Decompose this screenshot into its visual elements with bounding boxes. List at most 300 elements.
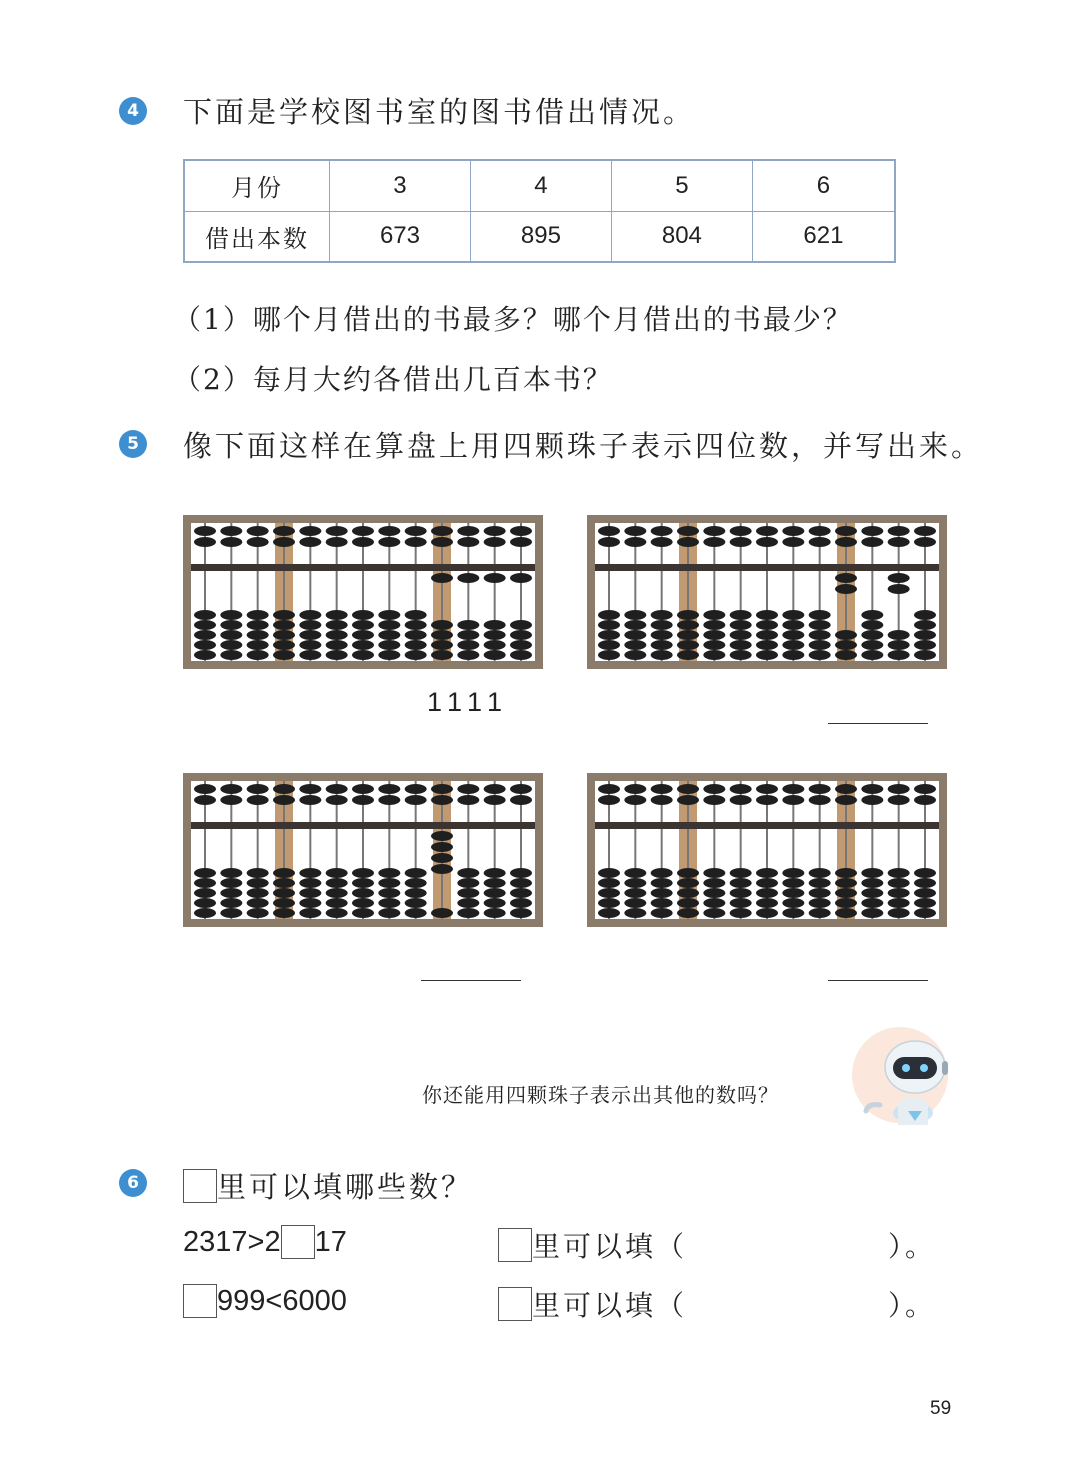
abacus-bead <box>431 864 453 874</box>
abacus-bead <box>651 630 673 640</box>
abacus-bead <box>247 784 269 794</box>
abacus-bead <box>782 610 804 620</box>
abacus-bead <box>378 630 400 640</box>
abacus-bead <box>247 610 269 620</box>
abacus-bead <box>703 537 725 547</box>
abacus-bead <box>484 784 506 794</box>
abacus-bead <box>484 650 506 660</box>
abacus-bead <box>756 795 778 805</box>
abacus-bead <box>756 650 778 660</box>
answer-line-4[interactable] <box>828 980 928 981</box>
abacus-bead <box>352 526 374 536</box>
question-5-prompt: 像下面这样在算盘上用四颗珠子表示四位数，并写出来。 <box>183 429 984 463</box>
abacus-bead <box>247 908 269 918</box>
abacus-bead <box>677 620 699 630</box>
abacus-bead <box>809 868 831 878</box>
abacus-bead <box>299 878 321 888</box>
abacus-bead <box>457 908 479 918</box>
abacus-bead <box>431 908 453 918</box>
abacus-bead <box>431 842 453 852</box>
abacus-bead <box>888 526 910 536</box>
abacus-bead <box>888 868 910 878</box>
abacus-bead <box>914 650 936 660</box>
abacus-bead <box>431 795 453 805</box>
abacus-bead <box>247 537 269 547</box>
abacus-bead <box>405 888 427 898</box>
abacus-3 <box>183 773 543 927</box>
abacus-bead <box>457 650 479 660</box>
abacus-bead <box>405 650 427 660</box>
inequality-2-blank[interactable] <box>183 1284 217 1318</box>
abacus-bead <box>326 537 348 547</box>
abacus-bead <box>782 878 804 888</box>
abacus-bead <box>703 630 725 640</box>
abacus-bead <box>651 526 673 536</box>
month-cell: 4 <box>470 160 611 211</box>
fill-row-1-close: ）。 <box>888 1230 937 1263</box>
abacus-bead <box>730 888 752 898</box>
table-row-months <box>184 160 895 211</box>
abacus-bead <box>299 650 321 660</box>
abacus-bead <box>194 868 216 878</box>
abacus-bead <box>756 898 778 908</box>
abacus-bead <box>888 908 910 918</box>
abacus-bead <box>809 610 831 620</box>
abacus-bead <box>194 620 216 630</box>
abacus-bead <box>861 610 883 620</box>
inequality-1 <box>183 1225 347 1259</box>
abacus-bead <box>378 878 400 888</box>
abacus-bead <box>378 868 400 878</box>
abacus-bead <box>835 537 857 547</box>
abacus-bead <box>914 888 936 898</box>
abacus-bead <box>809 898 831 908</box>
abacus-bead <box>326 878 348 888</box>
abacus-bead <box>405 795 427 805</box>
abacus-bead <box>914 640 936 650</box>
abacus-bead <box>194 888 216 898</box>
abacus-bead <box>299 868 321 878</box>
abacus-bead <box>273 526 295 536</box>
abacus-bead <box>888 573 910 583</box>
table-row-counts <box>184 211 895 262</box>
abacus-bead <box>703 640 725 650</box>
abacus-bead <box>624 640 646 650</box>
fill-answer-2[interactable] <box>660 1284 890 1320</box>
abacus-bead <box>510 888 532 898</box>
row-header-count: 借出本数 <box>184 211 330 262</box>
abacus-bead <box>510 640 532 650</box>
abacus-bead <box>835 868 857 878</box>
abacus-bead <box>624 620 646 630</box>
fill-row-1 <box>498 1225 687 1265</box>
abacus-bead <box>730 640 752 650</box>
abacus-bead <box>405 784 427 794</box>
abacus-bead <box>914 795 936 805</box>
abacus-bead <box>677 868 699 878</box>
abacus-bead <box>782 795 804 805</box>
abacus-bead <box>677 898 699 908</box>
abacus-bead <box>247 898 269 908</box>
abacus-bead <box>730 868 752 878</box>
abacus-bead <box>809 888 831 898</box>
abacus-bead <box>756 610 778 620</box>
abacus-bead <box>756 908 778 918</box>
abacus-beam <box>595 822 939 829</box>
abacus-bead <box>457 784 479 794</box>
abacus-bead <box>598 640 620 650</box>
abacus-bead <box>326 868 348 878</box>
fill-answer-1[interactable] <box>660 1225 890 1261</box>
abacus-bead <box>835 584 857 594</box>
abacus-bead <box>510 795 532 805</box>
abacus-bead <box>677 784 699 794</box>
abacus-bead <box>651 537 673 547</box>
abacus-bead <box>598 650 620 660</box>
abacus-bead <box>194 898 216 908</box>
abacus-bead <box>888 584 910 594</box>
abacus-bead <box>220 868 242 878</box>
abacus-bead <box>756 888 778 898</box>
abacus-bead <box>273 610 295 620</box>
abacus-bead <box>273 620 295 630</box>
abacus-bead <box>352 630 374 640</box>
abacus-bead <box>326 908 348 918</box>
abacus-bead <box>914 630 936 640</box>
abacus-bead <box>352 868 374 878</box>
abacus-bead <box>510 650 532 660</box>
abacus-bead <box>835 888 857 898</box>
abacus-bead <box>299 888 321 898</box>
abacus-bead <box>677 630 699 640</box>
abacus-bead <box>730 630 752 640</box>
abacus-bead <box>861 868 883 878</box>
abacus-bead <box>510 908 532 918</box>
empty-box-icon <box>498 1228 532 1262</box>
abacus-bead <box>299 630 321 640</box>
abacus-bead <box>677 888 699 898</box>
abacus-bead <box>299 898 321 908</box>
abacus-bead <box>624 630 646 640</box>
abacus-bead <box>677 878 699 888</box>
abacus-bead <box>914 908 936 918</box>
abacus-bead <box>624 795 646 805</box>
abacus-bead <box>457 795 479 805</box>
abacus-beam <box>595 564 939 571</box>
abacus-bead <box>861 888 883 898</box>
abacus-bead <box>835 650 857 660</box>
abacus-bead <box>914 878 936 888</box>
month-cell: 5 <box>611 160 752 211</box>
abacus-bead <box>405 526 427 536</box>
abacus-bead <box>352 795 374 805</box>
abacus-bead <box>730 526 752 536</box>
abacus-bead <box>220 888 242 898</box>
abacus-bead <box>598 868 620 878</box>
abacus-bead <box>677 640 699 650</box>
abacus-bead <box>809 908 831 918</box>
abacus-bead <box>756 868 778 878</box>
abacus-bead <box>888 784 910 794</box>
abacus-bead <box>326 610 348 620</box>
abacus-bead <box>782 537 804 547</box>
abacus-bead <box>484 620 506 630</box>
abacus-bead <box>782 868 804 878</box>
abacus-bead <box>835 878 857 888</box>
count-cell: 895 <box>470 211 611 262</box>
abacus-bead <box>457 620 479 630</box>
abacus-bead <box>809 640 831 650</box>
abacus-bead <box>730 908 752 918</box>
abacus-bead <box>431 620 453 630</box>
abacus-1 <box>183 515 543 669</box>
abacus-bead <box>624 908 646 918</box>
abacus-bead <box>598 610 620 620</box>
abacus-bead <box>861 640 883 650</box>
abacus-bead <box>756 640 778 650</box>
abacus-bead <box>730 898 752 908</box>
abacus-bead <box>861 650 883 660</box>
abacus-bead <box>624 878 646 888</box>
abacus-bead <box>598 878 620 888</box>
abacus-bead <box>194 630 216 640</box>
abacus-bead <box>703 888 725 898</box>
abacus-4 <box>587 773 947 927</box>
abacus-bead <box>247 795 269 805</box>
abacus-bead <box>247 650 269 660</box>
question-5-badge: 5 <box>119 430 147 458</box>
abacus-bead <box>220 650 242 660</box>
abacus-bead <box>730 610 752 620</box>
abacus-bead <box>651 878 673 888</box>
abacus-bead <box>326 888 348 898</box>
abacus-bead <box>598 537 620 547</box>
abacus-bead <box>273 795 295 805</box>
abacus-bead <box>914 610 936 620</box>
abacus-bead <box>598 620 620 630</box>
abacus-bead <box>431 537 453 547</box>
abacus-bead <box>299 526 321 536</box>
abacus-bead <box>431 640 453 650</box>
abacus-bead <box>352 640 374 650</box>
abacus-bead <box>861 908 883 918</box>
abacus-bead <box>405 537 427 547</box>
abacus-bead <box>677 526 699 536</box>
abacus-bead <box>431 784 453 794</box>
abacus-bead <box>510 878 532 888</box>
abacus-bead <box>782 784 804 794</box>
abacus-bead <box>457 630 479 640</box>
abacus-bead <box>782 898 804 908</box>
abacus-bead <box>273 878 295 888</box>
abacus-bead <box>484 630 506 640</box>
month-cell: 3 <box>330 160 471 211</box>
abacus-bead <box>651 868 673 878</box>
abacus-bead <box>299 610 321 620</box>
abacus-bead <box>598 898 620 908</box>
abacus-bead <box>624 650 646 660</box>
abacus-bead <box>378 784 400 794</box>
abacus-bead <box>220 610 242 620</box>
abacus-beam <box>191 822 535 829</box>
abacus-bead <box>677 650 699 660</box>
abacus-bead <box>405 878 427 888</box>
abacus-bead <box>703 526 725 536</box>
abacus-bead <box>809 784 831 794</box>
abacus-bead <box>835 630 857 640</box>
abacus-bead <box>888 898 910 908</box>
abacus-bead <box>861 795 883 805</box>
abacus-bead <box>457 573 479 583</box>
abacus-bead <box>651 908 673 918</box>
abacus-bead <box>352 650 374 660</box>
page-number: 59 <box>930 1398 952 1419</box>
abacus-bead <box>914 537 936 547</box>
abacus-bead <box>431 650 453 660</box>
abacus-bead <box>326 795 348 805</box>
abacus-bead <box>624 526 646 536</box>
abacus-bead <box>888 650 910 660</box>
abacus-bead <box>326 526 348 536</box>
abacus-bead <box>914 868 936 878</box>
abacus-bead <box>378 610 400 620</box>
abacus-bead <box>861 898 883 908</box>
abacus-bead <box>299 784 321 794</box>
abacus-bead <box>677 908 699 918</box>
abacus-bead <box>299 908 321 918</box>
abacus-bead <box>247 878 269 888</box>
abacus-bead <box>835 526 857 536</box>
abacus-bead <box>598 888 620 898</box>
abacus-bead <box>484 795 506 805</box>
abacus-bead <box>194 908 216 918</box>
abacus-bead <box>835 640 857 650</box>
abacus-bead <box>510 784 532 794</box>
abacus-bead <box>809 795 831 805</box>
question-4-badge: 4 <box>119 97 147 125</box>
abacus-bead <box>730 878 752 888</box>
abacus-bead <box>703 795 725 805</box>
abacus-bead <box>194 878 216 888</box>
robot-icon <box>850 1025 950 1125</box>
abacus-bead <box>730 784 752 794</box>
abacus-bead <box>651 610 673 620</box>
abacus-bead <box>378 526 400 536</box>
abacus-bead <box>352 888 374 898</box>
abacus-bead <box>510 630 532 640</box>
abacus-bead <box>484 898 506 908</box>
abacus-bead <box>457 898 479 908</box>
abacus-bead <box>405 630 427 640</box>
abacus-bead <box>782 526 804 536</box>
abacus-bead <box>378 650 400 660</box>
abacus-bead <box>484 640 506 650</box>
abacus-2 <box>587 515 947 669</box>
abacus-bead <box>326 630 348 640</box>
abacus-bead <box>703 650 725 660</box>
abacus-bead <box>273 868 295 878</box>
abacus-bead <box>352 610 374 620</box>
abacus-bead <box>378 898 400 908</box>
abacus-bead <box>914 898 936 908</box>
abacus-bead <box>703 908 725 918</box>
abacus-bead <box>624 784 646 794</box>
abacus-bead <box>220 784 242 794</box>
abacus-bead <box>809 537 831 547</box>
abacus-bead <box>888 888 910 898</box>
abacus-bead <box>835 898 857 908</box>
borrow-table <box>183 159 896 263</box>
abacus-bead <box>861 620 883 630</box>
abacus-bead <box>405 610 427 620</box>
abacus-bead <box>484 908 506 918</box>
abacus-bead <box>273 650 295 660</box>
abacus-bead <box>273 537 295 547</box>
abacus-bead <box>598 526 620 536</box>
abacus-bead <box>756 784 778 794</box>
abacus-bead <box>624 610 646 620</box>
abacus-bead <box>861 878 883 888</box>
abacus-bead <box>326 898 348 908</box>
inequality-1-blank[interactable] <box>281 1225 315 1259</box>
abacus-bead <box>194 610 216 620</box>
abacus-bead <box>703 868 725 878</box>
abacus-bead <box>247 868 269 878</box>
abacus-bead <box>782 908 804 918</box>
abacus-bead <box>326 620 348 630</box>
abacus-bead <box>651 620 673 630</box>
answer-line-3[interactable] <box>421 980 521 981</box>
abacus-bead <box>835 908 857 918</box>
abacus-bead <box>326 640 348 650</box>
abacus-bead <box>273 898 295 908</box>
abacus-bead <box>378 888 400 898</box>
abacus-bead <box>405 908 427 918</box>
abacus-bead <box>914 784 936 794</box>
abacus-bead <box>484 878 506 888</box>
abacus-bead <box>510 620 532 630</box>
abacus-bead <box>273 630 295 640</box>
abacus-bead <box>651 650 673 660</box>
abacus-bead <box>782 630 804 640</box>
count-cell: 804 <box>611 211 752 262</box>
abacus-bead <box>624 868 646 878</box>
inequality-1-right: 17 <box>314 1225 347 1258</box>
abacus-bead <box>861 784 883 794</box>
question-4-sub1: （1）哪个月借出的书最多？哪个月借出的书最少？ <box>173 303 853 336</box>
abacus-bead <box>484 868 506 878</box>
abacus-bead <box>220 537 242 547</box>
inequality-2 <box>183 1284 347 1318</box>
abacus-bead <box>352 620 374 630</box>
abacus-bead <box>247 620 269 630</box>
abacus-bead <box>326 784 348 794</box>
abacus-bead <box>782 640 804 650</box>
abacus-bead <box>352 908 374 918</box>
abacus-bead <box>299 620 321 630</box>
abacus-bead <box>624 898 646 908</box>
abacus-bead <box>624 888 646 898</box>
abacus-bead <box>624 537 646 547</box>
answer-line-2[interactable] <box>828 723 928 724</box>
abacus-bead <box>378 640 400 650</box>
abacus-bead <box>431 526 453 536</box>
month-cell: 6 <box>752 160 895 211</box>
abacus-bead <box>809 878 831 888</box>
abacus-bead <box>194 784 216 794</box>
abacus-bead <box>756 630 778 640</box>
abacus-beam <box>191 564 535 571</box>
